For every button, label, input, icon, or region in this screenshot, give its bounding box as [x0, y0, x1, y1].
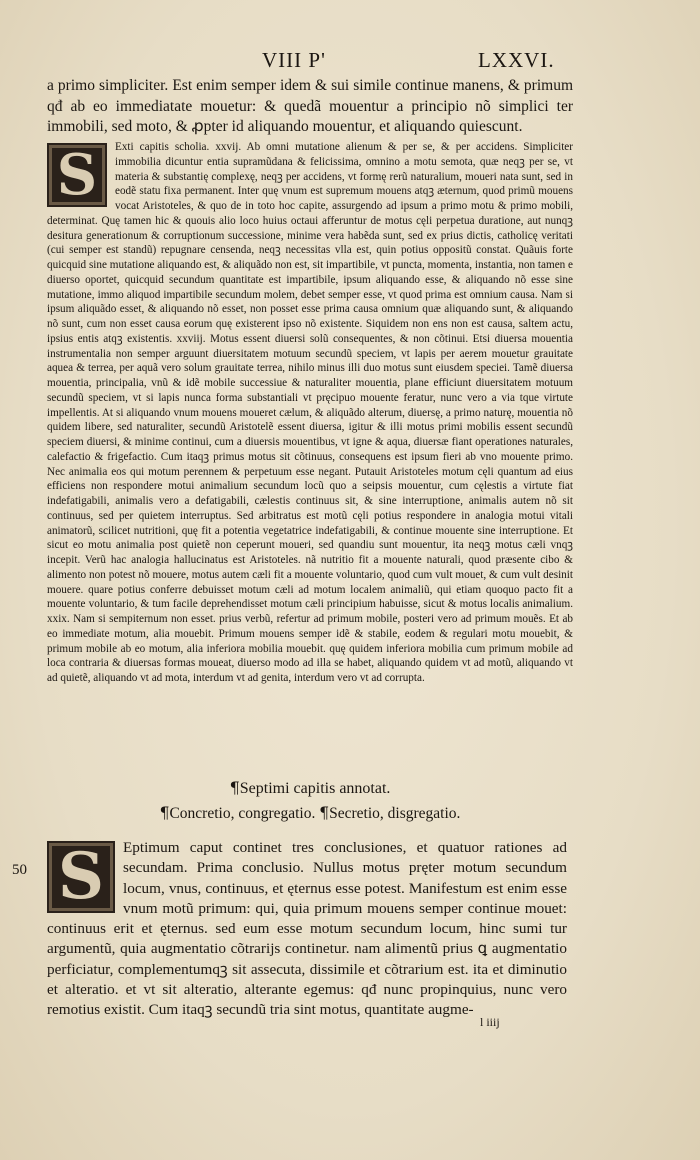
running-head-left: VIII P': [262, 48, 326, 72]
section-heading: [0, 778, 620, 798]
subtitle-concretio: Concretio, congregatio.: [169, 805, 316, 822]
woodcut-initial: [47, 841, 115, 913]
pilcrow-icon: ¶: [319, 804, 330, 822]
drop-cap-letter: S: [57, 839, 105, 914]
intro-paragraph: a primo simpliciter. Est enim semper idem & sui simile continue manens, & primum qđ ab eo immediatate mouetur: & quedã mouentur a principio nõ simplici ter immobili, sed moto, & ꝓpter id aliquando mouentur, et aliquando quiescunt.: [47, 77, 573, 135]
subtitle-secretio: Secretio, disgregatio.: [329, 805, 461, 822]
chapter-paragraph: [47, 838, 567, 1021]
folio-number: LXXVI.: [478, 48, 555, 72]
chapter-text: Eptimum caput continet tres conclusiones, et quatuor rationes ad secundam. Prima conclusio. Nullus motus pręter motum secundum locum, vnus, continuus, et ęternus esse potest. Manifestum est enim esse vnum motũ primum: qui, quia primum mouens semper continue mouet: continuus erit et ęternus. sed eum esse motum secundum locum, hinc sumi tur argumentũ, quia augmentatio cõtrarijs continetur. nam alimentũ prius ꝗ augmentatio perficiatur, complementumqꝫ sit assecuta, dissimile et cõtrarium est. ita et diminutio et alteratio. et vt sit alteratio, alterante egemus: qđ nunc propinquius, nunc vero remotius existit. Cum itaqꝫ secundũ tria sint motus, quantitate augme-: [47, 839, 567, 1019]
drop-cap-letter: S: [56, 142, 98, 208]
section-subheading: [0, 804, 620, 823]
section-title: Septimi capitis annotat.: [239, 780, 391, 797]
woodcut-initial: [47, 143, 107, 207]
signature-mark: l iiij: [480, 1015, 500, 1029]
pilcrow-icon: ¶: [159, 804, 170, 822]
running-header: [0, 48, 700, 78]
scholia-text: Exti capitis scholia. xxvij. Ab omni mutatione alienum & per se, & per accidens. Simpliciter immobilia dicuntur entia supramũdana & felicissima, omnino a motu semota, quæ neqꝫ per se, vt materia & substantię complexę, neqꝫ per accidens, vt formę rerũ naturalium, moueri nata sunt, sed in eodẽ statu fixa permanent. Inter quę vnum est supremum mouens atqꝫ æternum, quod primũ mouens vocat Aristoteles, & quo de in toto hoc capite, assurgendo ad ipsum a primo motu & primo mobili, determinat. Quę tamen hic & quouis alio loco huius octaui afferuntur de motus cęli perpetua duratione, aut nunqꝫ desitura generationum & corruptionum successione, minime vera habẽda sunt, sed ex prius dictis, catholicę veritati (cui semper est standũ) repugnare censenda, neqꝫ necessitas vlla est, quin potius oppositũ constat. Quãuis forte quicquid sine mutatione aliquando est, & aliquãdo non est, sit impartibile, vt puncta, momenta, instantia, non tamen e diuerso oportet, quicquid secundum quantitate est impartibile, ipsum aliquando esse, & aliquando nõ esse sine mutatione, immo aliquod impartibile secundum molem, debet semper esse, vt quod prima est omnium causa. Nam si ipsum aliquãdo esset, & aliquando nõ esset, non posset esse prima causa omnium quæ aliquando sunt, & aliquando nõ sunt, cum non esset causa eorum quę existerent ipso nõ existente. Siquidem non ens non est causa, saltem actu, ipsius entis atqꝫ existentis. xxviij. Motus essent diuersi solũ consequentes, & non cõtinui. Etsi diuersa mouentia instrumentalia non semper arguunt diuersitatem motuum secundũ speciem, vt lapis per aerem mouetur grauitate aquea & terrea, per aquã vero solum grauitate terrea, nihilo minus illi duo motus sunt eiusdem speciei. Tamẽ diuersa mouentia, principalia, vnũ & idẽ mobile successiue & naturaliter mouentia, plane efficiunt diuersitatem motuum secundũ speciem, vt si lapis nunca forma substantiali vt pręcipuo mouente feratur, nunc vero a via tque virtute impellentis. At si aliquando vnum mouens moueret cælum, & aliquãdo alterum, diuersę, a primo naturę, mouentia nõ quidem libere, sed naturaliter, secundũ Aristotelẽ essent diuersa, igitur & illi motus primi mobilis essent secundũ speciem diuersi, & minime continui, cum a diuersis mouentibus, vt igne & aqua, diuersæ fiant operationes naturales, calefactio & frigefactio. Cum itaqꝫ primus motus sit cõtinuus, consequens est ipsum fieri ab vno mouente primo. Nec animalia eos qui motum perennem & perpetuum esse negant. Putauit Aristoteles motum cęli quantum ad eius efficiens non respondere motui animalium secundum locũ quo a seipsis mouentur, cum cęlestis a virtute fiat indefatigabili, animalis vero a defatigabili, cælestis continuus sit, & sine interruptione, animalis autem nõ sit continuus, sed per quietem interruptus. Sed arbitratus est motũ cęli potius respondere in analogia motui vitali animatorũ, scilicet nutritioni, quę fit a potentia vegetatrice indefatigabili, & continue mouente sine interruptione. Et sicut eo motu animalia post quietẽ non ceperunt moueri, sed quandiu sunt mouentur, ita neqꝫ motus cæli vnqꝫ incepit. Verũ hac analogia hallucinatus est Aristoteles. nã nutritio fit a mouente naturali, quod præsente cibo & alimento non potest nõ mouere, motus autem cæli fit a mouente voluntario, quod cum vult mouet, & cum vult desinit mouere. quare potius conferre debuisset motum cæli ad motum localem animaliũ, qui etiam quoquo pacto fit a mouente voluntario, & tum facile deprehendisset motum cæli principium habuisse, sicut & motus localis animalium. xxix. Nam si sempiternum non esset. prius verbũ, refertur ad primum mobile, posteri vero ad primum mouẽs. Et ab eo immediate motum, alia mouebit. Primum mouens semper idẽ & stabile, eodem & regulari motu mouebit, & primum mobile ab eo motum, alia inferiora mobilia mouebit. quę quidem inferiora mobilia cum primum mobile ad loca contraria & diuersas formas moueat, diuerso modo ad illa se habet, aliquando quidem vt ad motũ, aliquando vt ad quietẽ, aliquando vt ad mota, interdum vt ad genita, interdum vero vt ad corrupta.: [47, 141, 574, 684]
margin-number: 50: [12, 862, 27, 878]
pilcrow-icon: ¶: [229, 778, 240, 797]
scholia-block: [47, 140, 573, 686]
